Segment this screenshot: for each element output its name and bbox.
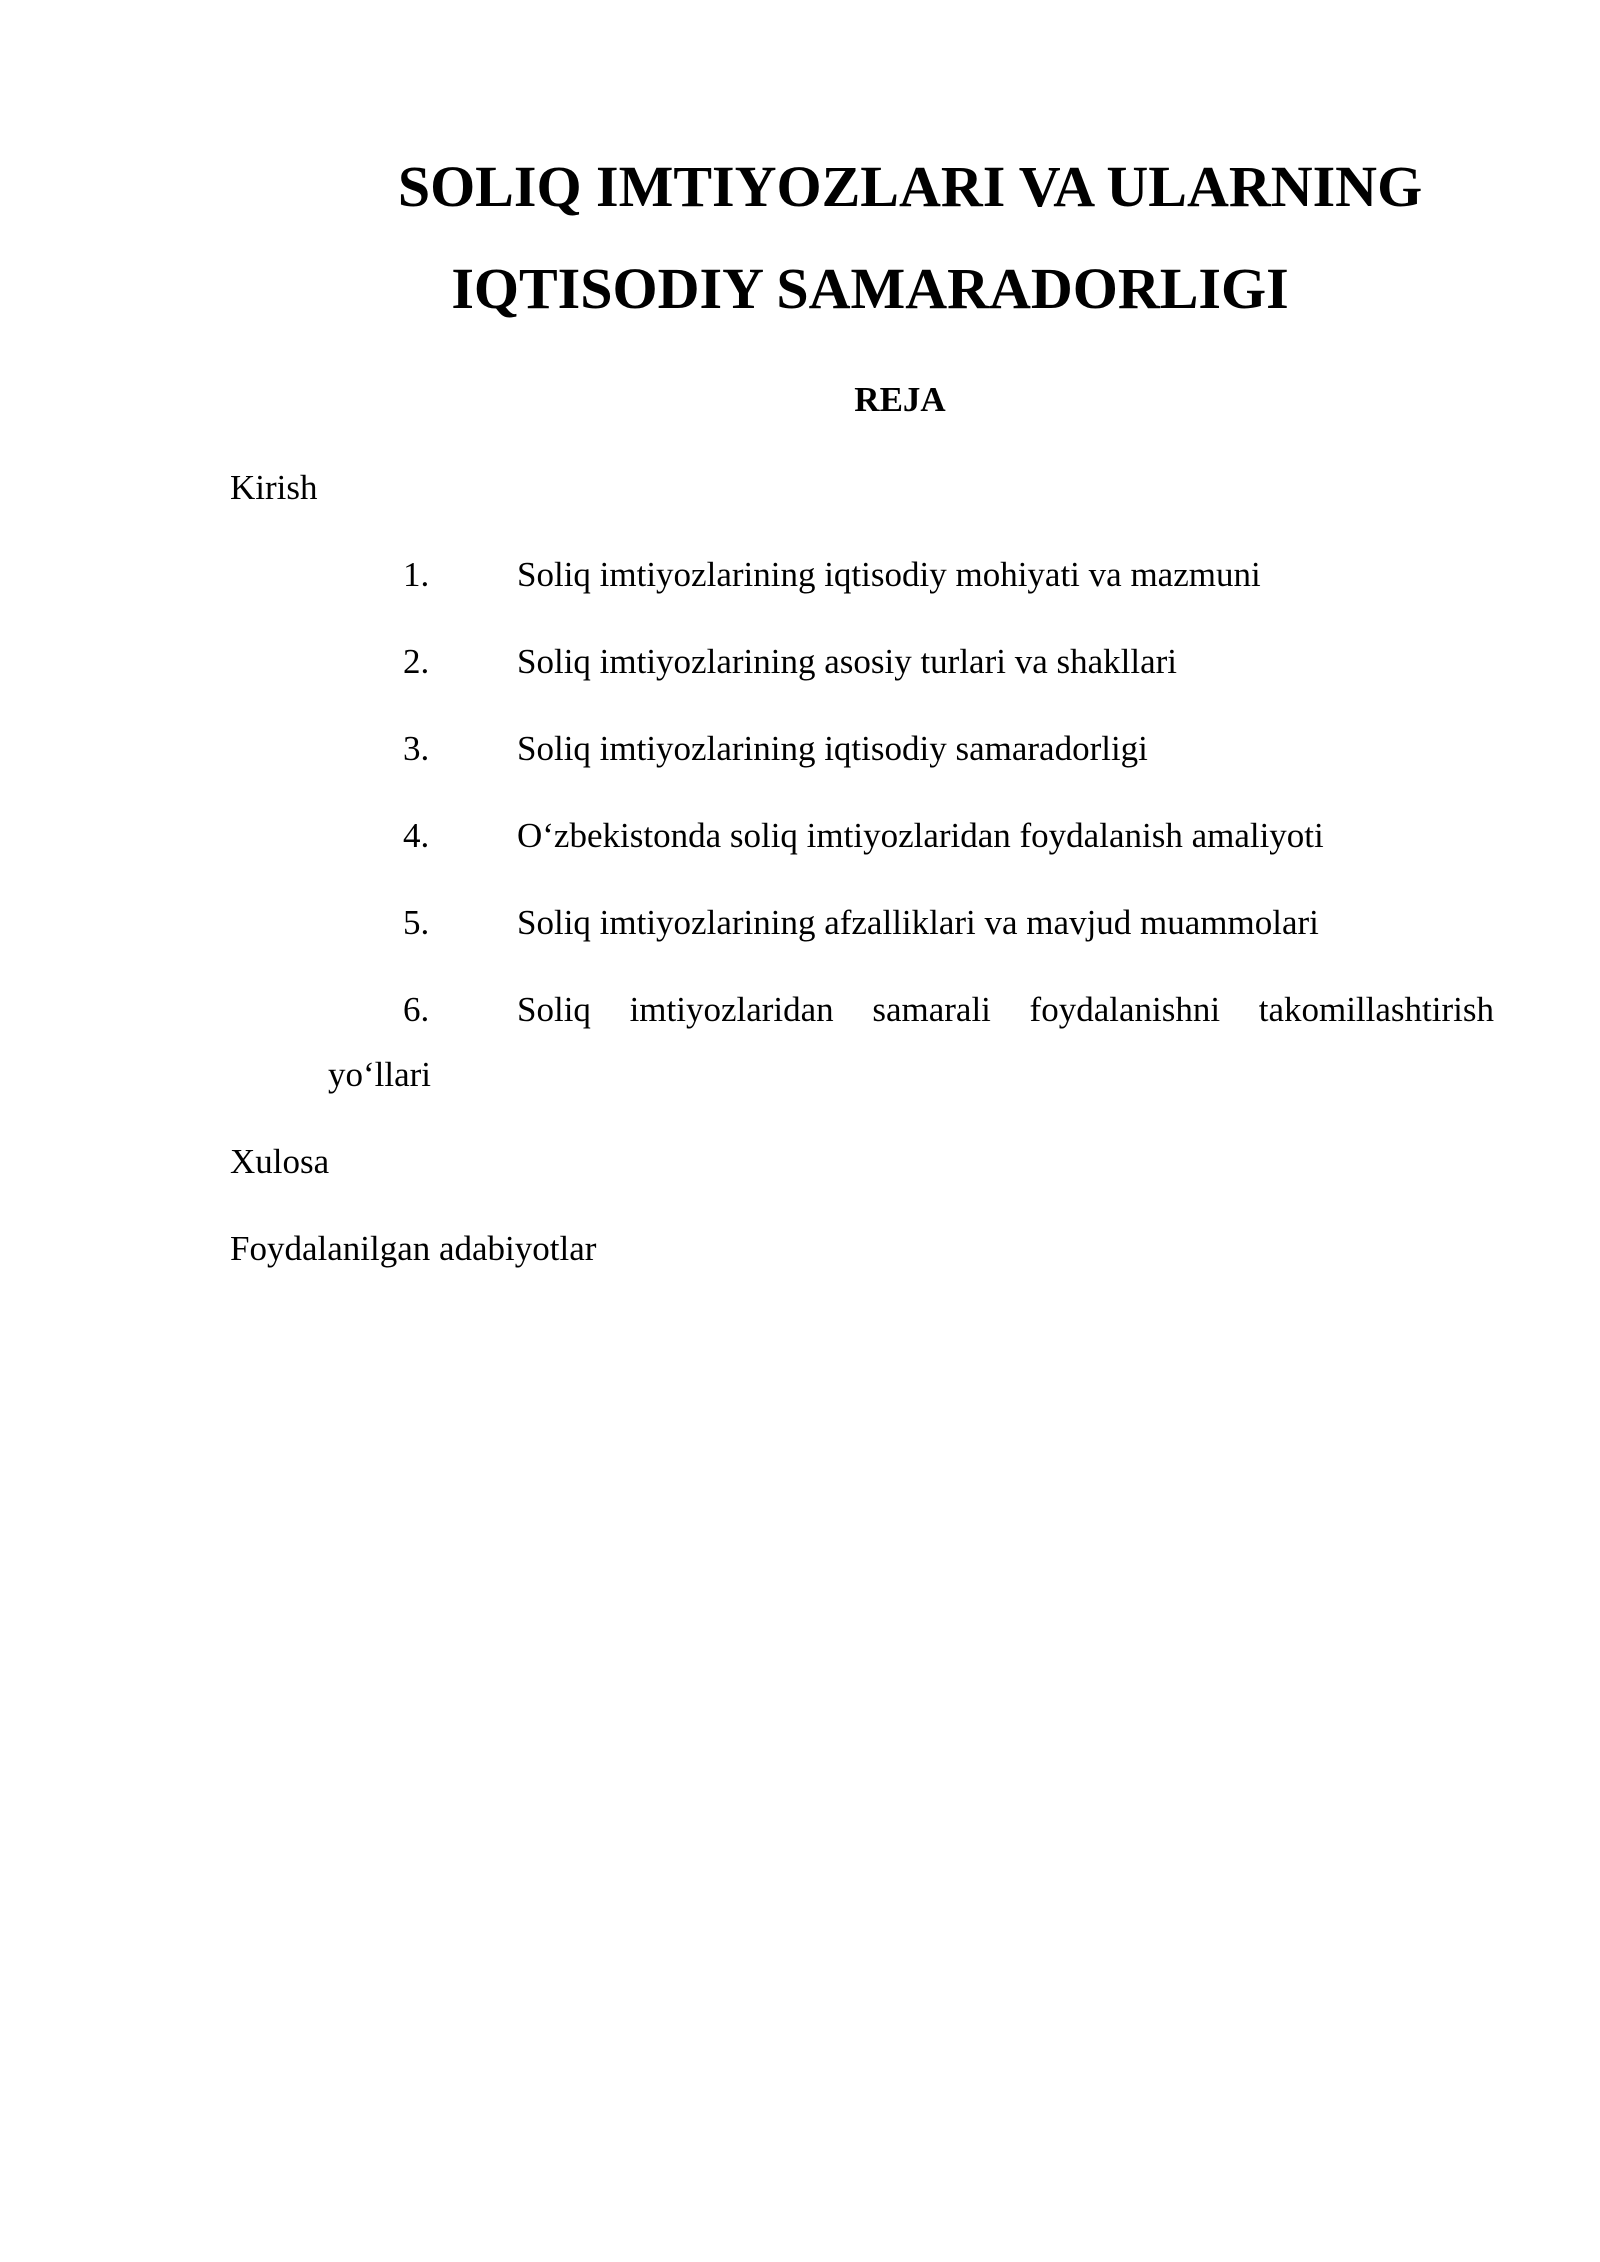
plan-item-1 xyxy=(0,553,1600,597)
plan-item-number: 1. xyxy=(403,555,430,594)
plan-item-5 xyxy=(0,901,1600,945)
plan-item-number: 5. xyxy=(403,903,430,942)
references-label: Foydalanilgan adabiyotlar xyxy=(230,1229,597,1268)
plan-item-2 xyxy=(0,640,1600,684)
document-title-line-2: IQTISODIY SAMARADORLIGI xyxy=(451,256,1289,321)
plan-item-text: O‘zbekistonda soliq imtiyozlaridan foydalanish amaliyoti xyxy=(517,816,1324,855)
plan-item-number: 2. xyxy=(403,642,430,681)
plan-item-text: Soliq imtiyozlarining iqtisodiy mohiyati va mazmuni xyxy=(517,555,1261,594)
conclusion-label: Xulosa xyxy=(230,1142,330,1181)
plan-item-6-continuation: yo‘llari xyxy=(328,1055,432,1094)
plan-item-number: 6. xyxy=(403,990,430,1029)
plan-item-text: Soliq imtiyozlarining iqtisodiy samaradorligi xyxy=(517,729,1148,768)
plan-item-number: 3. xyxy=(403,729,430,768)
document-title-line-1: SOLIQ IMTIYOZLARI VA ULARNING xyxy=(397,154,1423,219)
plan-heading: REJA xyxy=(854,380,946,419)
plan-item-number: 4. xyxy=(403,816,430,855)
intro-label: Kirish xyxy=(230,468,318,507)
plan-item-3 xyxy=(0,727,1600,771)
plan-item-4 xyxy=(0,814,1600,858)
plan-item-text: Soliq imtiyozlaridan samarali foydalanishni takomillashtirish xyxy=(517,990,1494,1029)
plan-item-6 xyxy=(0,988,1600,1032)
plan-item-text: Soliq imtiyozlarining asosiy turlari va shakllari xyxy=(517,642,1178,681)
plan-item-text: Soliq imtiyozlarining afzalliklari va mavjud muammolari xyxy=(517,903,1319,942)
